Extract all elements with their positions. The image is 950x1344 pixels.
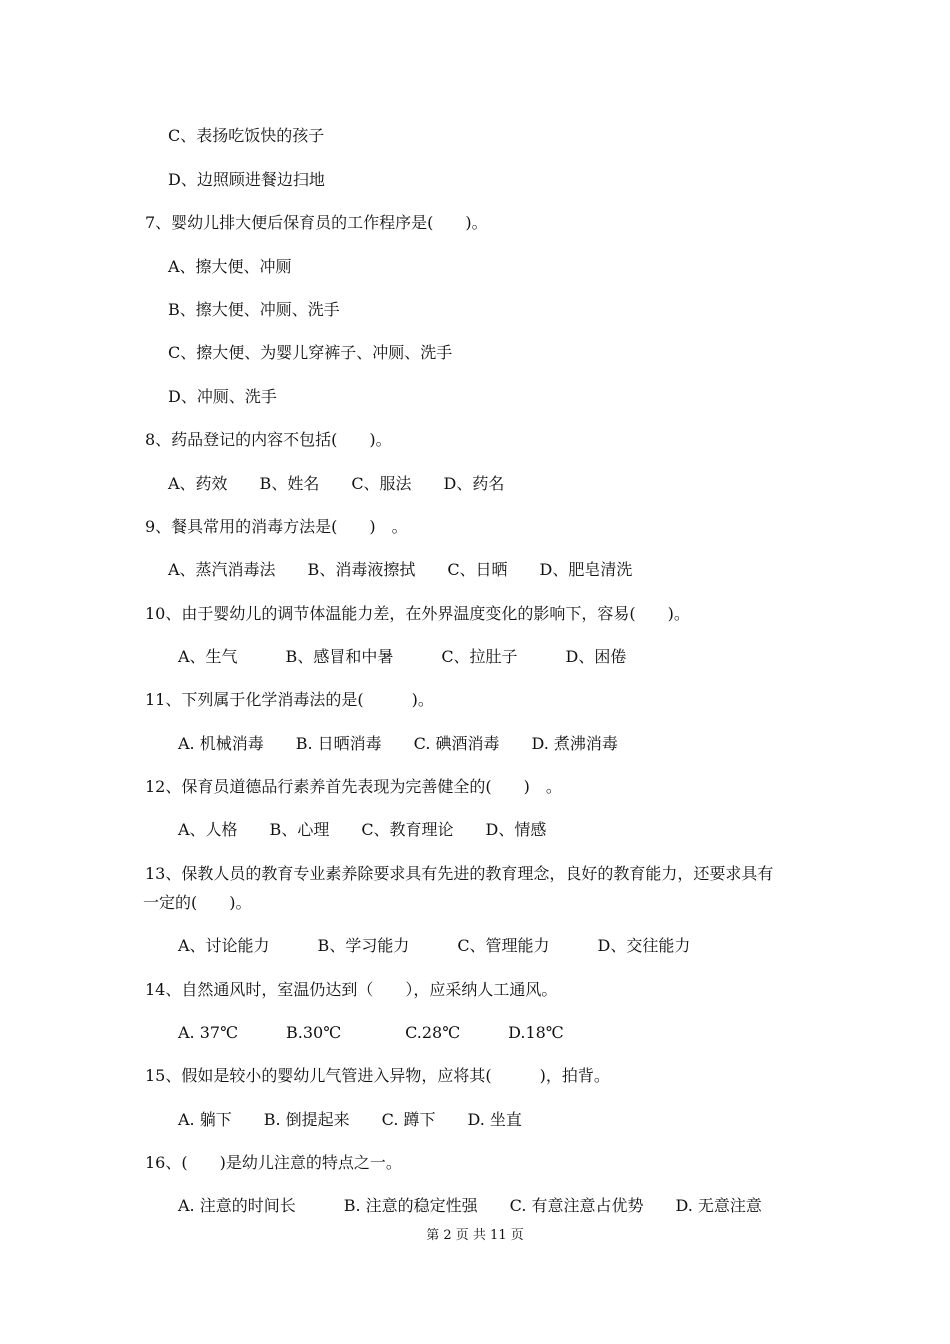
- q6-option-d: D、边照顾进餐边扫地: [168, 170, 325, 189]
- question-10: 10、由于婴幼儿的调节体温能力差，在外界温度变化的影响下，容易( )。: [145, 604, 690, 623]
- q7-option-d: D、冲厕、洗手: [168, 387, 277, 406]
- question-11: 11、下列属于化学消毒法的是( )。: [145, 690, 434, 709]
- q8-options: A、药效 B、姓名 C、服法 D、药名: [168, 474, 505, 493]
- question-12: 12、保育员道德品行素养首先表现为完善健全的( ) 。: [145, 777, 562, 796]
- question-16: 16、( )是幼儿注意的特点之一。: [145, 1153, 402, 1172]
- q14-options: A. 37℃ B.30℃ C.28℃ D.18℃: [178, 1023, 564, 1042]
- q13-options: A、讨论能力 B、学习能力 C、管理能力 D、交往能力: [178, 936, 691, 955]
- q11-options: A. 机械消毒 B. 日晒消毒 C. 碘酒消毒 D. 煮沸消毒: [178, 734, 618, 753]
- question-13: 13、保教人员的教育专业素养除要求具有先进的教育理念，良好的教育能力，还要求具有: [145, 864, 774, 883]
- q9-options: A、蒸汽消毒法 B、消毒液擦拭 C、日晒 D、肥皂清洗: [168, 560, 633, 579]
- question-13-continued: 一定的( )。: [143, 893, 252, 912]
- q10-options: A、生气 B、感冒和中暑 C、拉肚子 D、困倦: [178, 647, 627, 666]
- q7-option-c: C、擦大便、为婴儿穿裤子、冲厕、洗手: [168, 343, 453, 362]
- question-15: 15、假如是较小的婴幼儿气管进入异物，应将其( )，拍背。: [145, 1066, 610, 1085]
- question-8: 8、药品登记的内容不包括( )。: [145, 430, 392, 449]
- q12-options: A、人格 B、心理 C、教育理论 D、情感: [178, 820, 547, 839]
- q7-option-a: A、擦大便、冲厕: [168, 257, 292, 276]
- question-9: 9、餐具常用的消毒方法是( ) 。: [145, 517, 408, 536]
- page-footer: 第 2 页 共 11 页: [426, 1228, 524, 1243]
- q15-options: A. 躺下 B. 倒提起来 C. 蹲下 D. 坐直: [178, 1110, 522, 1129]
- q6-option-c: C、表扬吃饭快的孩子: [168, 126, 325, 145]
- q7-option-b: B、擦大便、冲厕、洗手: [168, 300, 340, 319]
- q16-options: A. 注意的时间长 B. 注意的稳定性强 C. 有意注意占优势 D. 无意注意: [178, 1196, 762, 1215]
- question-14: 14、自然通风时，室温仍达到（ ），应采纳人工通风。: [145, 980, 558, 999]
- question-7: 7、婴幼儿排大便后保育员的工作程序是( )。: [145, 213, 488, 232]
